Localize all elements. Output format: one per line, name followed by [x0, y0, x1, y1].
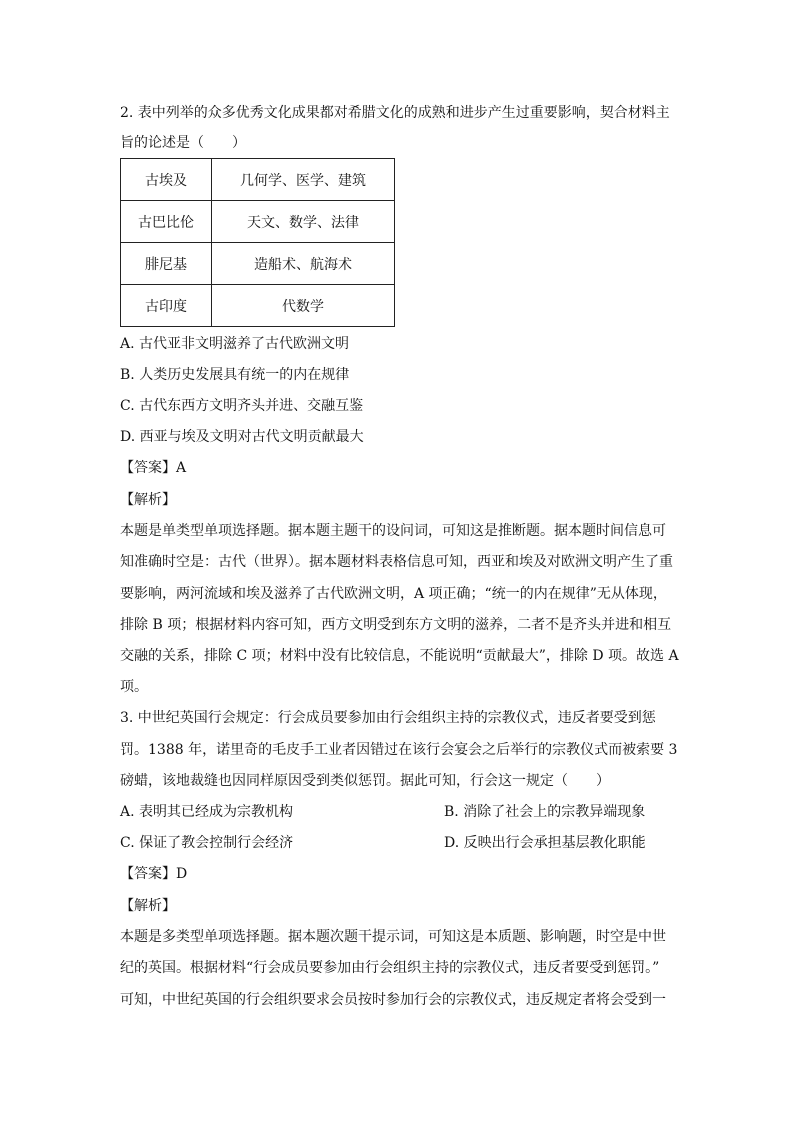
table-cell: 造船术、航海术 [212, 243, 395, 285]
table-cell: 代数学 [212, 285, 395, 327]
table-cell: 古埃及 [121, 159, 212, 201]
table-row [121, 159, 395, 201]
q3-analysis-title: 【解析】 [120, 898, 176, 914]
q2-option-c: C. 古代东西方文明齐头并进、交融互鉴 [120, 398, 364, 414]
q3-option-a: A. 表明其已经成为宗教机构 [120, 804, 294, 820]
table-cell: 几何学、医学、建筑 [212, 159, 395, 201]
table-cell: 古巴比伦 [121, 201, 212, 243]
q2-analysis-line: 知准确时空是：古代（世界）。据本题材料表格信息可知，西亚和埃及对欧洲文明产生了重 [120, 554, 673, 570]
q2-material-table [120, 158, 395, 327]
q2-analysis-line: 本题是单类型单项选择题。据本题主题干的设问词，可知这是推断题。据本题时间信息可 [120, 523, 666, 539]
table-cell: 腓尼基 [121, 243, 212, 285]
q3-option-c: C. 保证了教会控制行会经济 [120, 835, 294, 851]
q3-answer: 【答案】D [120, 866, 188, 882]
q2-option-d: D. 西亚与埃及文明对古代文明贡献最大 [120, 429, 364, 445]
q3-analysis-line: 可知，中世纪英国的行会组织要求会员按时参加行会的宗教仪式，违反规定者将会受到一 [120, 992, 666, 1008]
q3-option-d: D. 反映出行会承担基层教化职能 [444, 835, 646, 851]
q2-analysis-line: 排除 B 项；根据材料内容可知，西方文明受到东方文明的滋养，二者不是齐头并进和相互 [120, 617, 672, 633]
q2-analysis-line: 要影响，两河流域和埃及滋养了古代欧洲文明，A 项正确；“统一的内在规律”无从体现， [120, 586, 667, 602]
q2-analysis-line: 项。 [120, 679, 148, 695]
table-row [121, 243, 395, 285]
q2-analysis-line: 交融的关系，排除 C 项；材料中没有比较信息，不能说明“贡献最大”，排除 D 项。故选 A [120, 648, 679, 664]
table-cell: 天文、数学、法律 [212, 201, 395, 243]
q3-stem-line: 3. 中世纪英国行会规定：行会成员要参加由行会组织主持的宗教仪式，违反者要受到惩 [120, 710, 656, 726]
q2-analysis-title: 【解析】 [120, 492, 176, 508]
q3-stem-line: 磅蜡，该地裁缝也因同样原因受到类似惩罚。据此可知，行会这一规定（ ） [120, 773, 610, 789]
q2-option-b: B. 人类历史发展具有统一的内在规律 [120, 367, 350, 383]
q3-option-b: B. 消除了社会上的宗教异端现象 [444, 804, 646, 820]
q2-stem-line2: 旨的论述是（ ） [120, 135, 246, 151]
q2-answer: 【答案】A [120, 460, 187, 476]
q3-analysis-line: 本题是多类型单项选择题。据本题次题干提示词，可知这是本质题、影响题，时空是中世 [120, 929, 666, 945]
q3-analysis-line: 纪的英国。根据材料“行会成员要参加由行会组织主持的宗教仪式，违反者要受到惩罚。” [120, 960, 660, 976]
table-row [121, 285, 395, 327]
q3-stem-line: 罚。1388 年，诺里奇的毛皮手工业者因错过在该行会宴会之后举行的宗教仪式而被索要 3 [120, 742, 678, 758]
table-row [121, 201, 395, 243]
q2-option-a: A. 古代亚非文明滋养了古代欧洲文明 [120, 336, 350, 352]
q2-stem-line1: 2. 表中列举的众多优秀文化成果都对希腊文化的成熟和进步产生过重要影响，契合材料主 [120, 105, 670, 121]
table-cell: 古印度 [121, 285, 212, 327]
